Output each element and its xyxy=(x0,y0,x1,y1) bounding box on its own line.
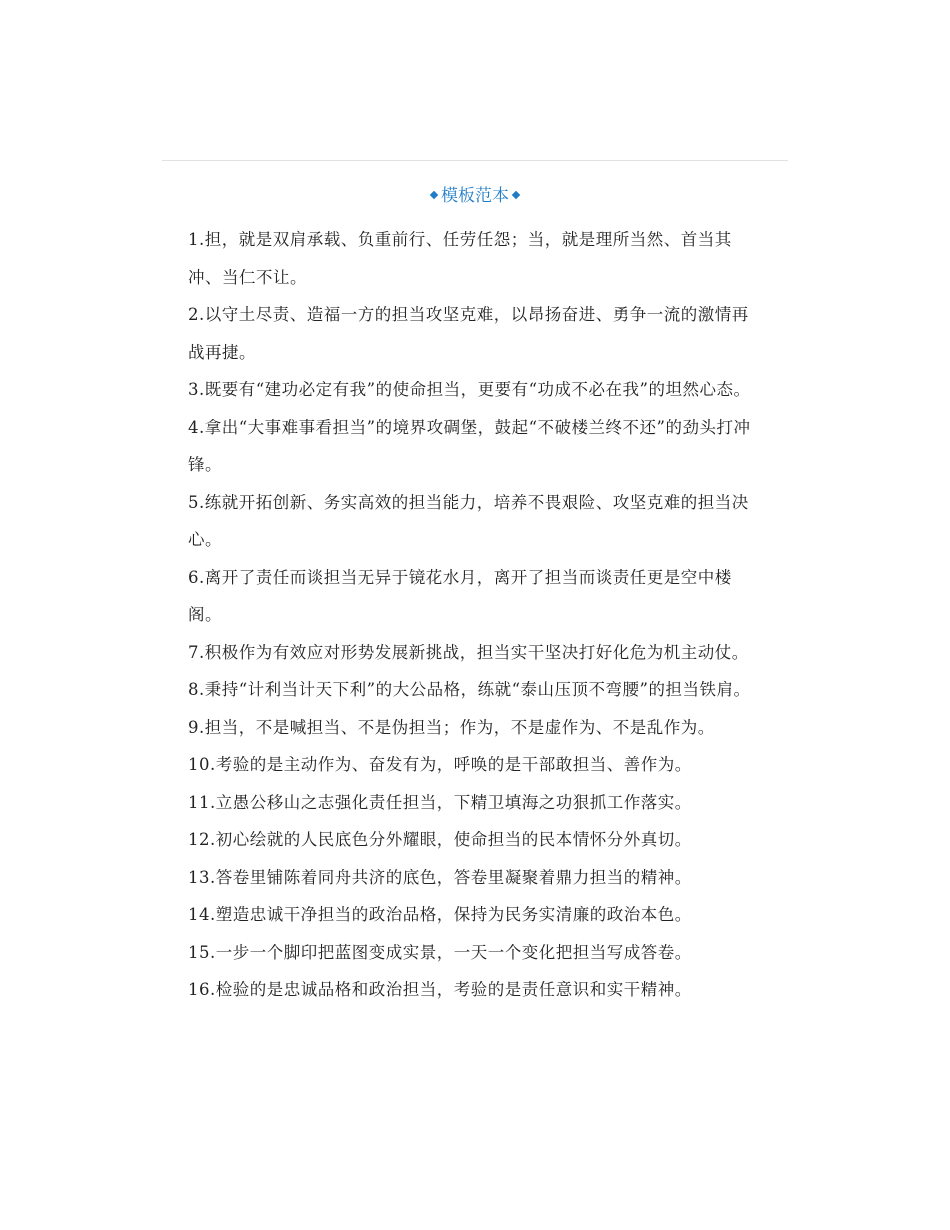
list-item: 9.担当，不是喊担当、不是伪担当；作为，不是虚作为、不是乱作为。 xyxy=(188,717,715,737)
list-item: 6.离开了责任而谈担当无异于镜花水月，离开了担当而谈责任更是空中楼阁。 xyxy=(188,567,732,624)
list-item: 16.检验的是忠诚品格和政治担当，考验的是责任意识和实干精神。 xyxy=(188,980,692,999)
diamond-right-icon xyxy=(512,190,520,198)
list-item: 1.担，就是双肩承载、负重前行、任劳任怨；当，就是理所当然、首当其冲、当仁不让。 xyxy=(188,230,732,287)
list-item: 5.练就开拓创新、务实高效的担当能力，培养不畏艰险、攻坚克难的担当决心。 xyxy=(188,492,749,549)
list-item: 12.初心绘就的人民底色分外耀眼，使命担当的民本情怀分外真切。 xyxy=(188,830,692,849)
list-item: 2.以守土尽责、造福一方的担当攻坚克难，以昂扬奋进、勇争一流的激情再战再捷。 xyxy=(188,305,749,362)
diamond-left-icon xyxy=(430,190,438,198)
section-divider xyxy=(162,160,788,161)
list-item: 8.秉持“计利当计天下利”的大公品格，练就“泰山压顶不弯腰”的担当铁肩。 xyxy=(188,680,751,699)
list-item: 13.答卷里铺陈着同舟共济的底色，答卷里凝聚着鼎力担当的精神。 xyxy=(188,867,692,887)
template-list xyxy=(188,221,762,1009)
list-item: 3.既要有“建功必定有我”的使命担当，更要有“功成不必在我”的坦然心态。 xyxy=(188,380,751,399)
list-item: 15.一步一个脚印把蓝图变成实景，一天一个变化把担当写成答卷。 xyxy=(188,942,692,962)
heading-title: 模板范本 xyxy=(441,186,509,206)
section-heading xyxy=(162,182,788,210)
list-item: 7.积极作为有效应对形势发展新挑战，担当实干坚决打好化危为机主动仗。 xyxy=(188,642,749,662)
list-item: 4.拿出“大事难事看担当”的境界攻碉堡，鼓起“不破楼兰终不还”的劲头打冲锋。 xyxy=(188,417,751,474)
list-item: 14.塑造忠诚干净担当的政治品格，保持为民务实清廉的政治本色。 xyxy=(188,905,692,924)
list-item: 10.考验的是主动作为、奋发有为，呼唤的是干部敢担当、善作为。 xyxy=(188,755,692,774)
list-item: 11.立愚公移山之志强化责任担当，下精卫填海之功狠抓工作落实。 xyxy=(188,792,692,812)
